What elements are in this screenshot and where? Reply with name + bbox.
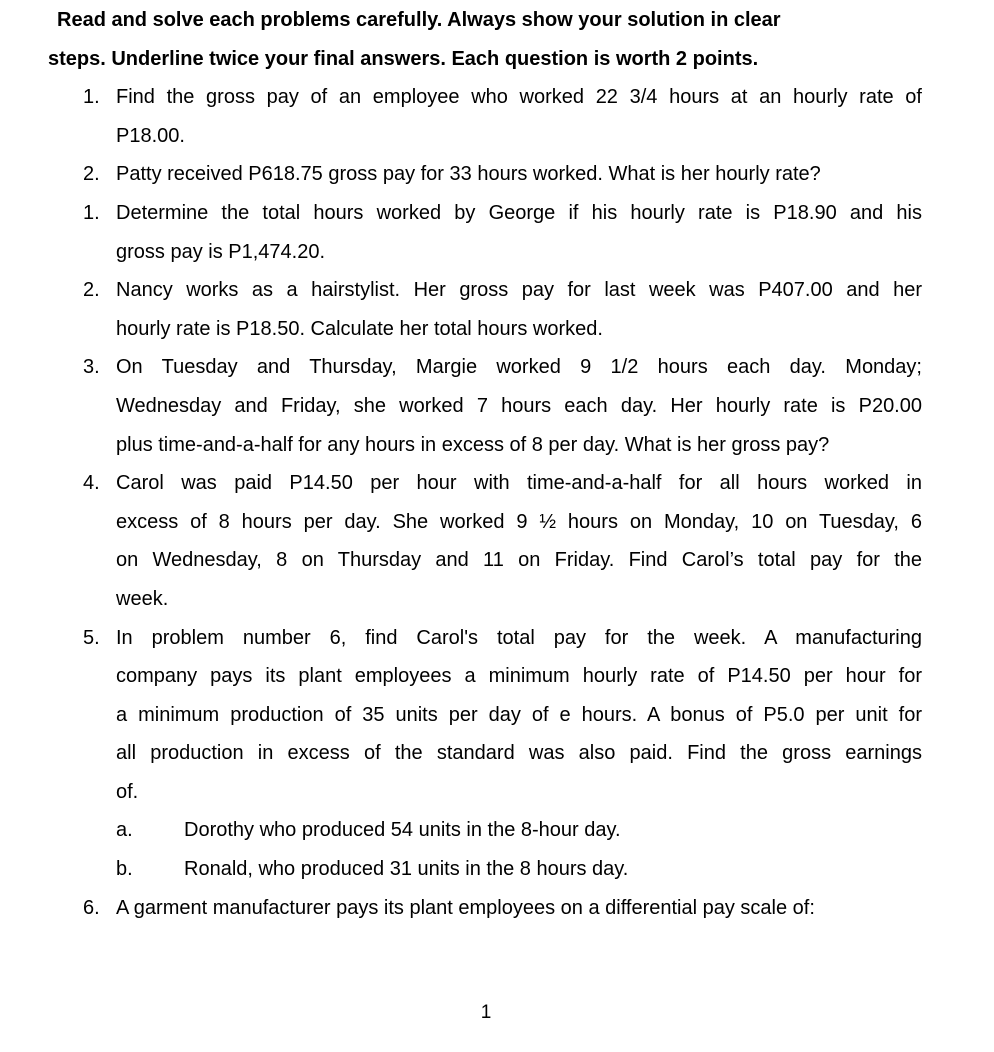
- problem-line: [0, 696, 994, 735]
- problem-text: Find the gross pay of an employee who worked 22 3/4 hours at an hourly rate of: [116, 86, 922, 109]
- problem-text: company pays its plant employees a minimum hourly rate of P14.50 per hour for: [116, 665, 922, 688]
- subitem-letter: b.: [116, 858, 133, 881]
- subitem-text: Dorothy who produced 54 units in the 8-hour day.: [184, 819, 621, 842]
- problem-number: 1.: [83, 201, 100, 224]
- problem-text: excess of 8 hours per day. She worked 9 ½ hours on Monday, 10 on Tuesday, 6: [116, 510, 922, 533]
- problem-text: On Tuesday and Thursday, Margie worked 9 1/2 hours each day. Monday;: [116, 356, 922, 379]
- problem-text: Nancy works as a hairstylist. Her gross pay for last week was P407.00 and her: [116, 279, 922, 302]
- problem-text: Patty received P618.75 gross pay for 33 hours worked. What is her hourly rate?: [116, 163, 821, 186]
- problem-line: [0, 78, 994, 117]
- problem-text: week.: [116, 587, 169, 610]
- problem-line: [0, 773, 994, 812]
- problem-text: In problem number 6, find Carol's total pay for the week. A manufacturing: [116, 626, 922, 649]
- problem-line: [0, 194, 994, 233]
- problem-line: [0, 541, 994, 580]
- problem-number: 2.: [83, 279, 100, 302]
- problem-line: [0, 310, 994, 349]
- problem-line: [0, 619, 994, 658]
- page-number: 1: [480, 1002, 492, 1023]
- problem-number: 2.: [83, 163, 100, 186]
- problem-line: [0, 580, 994, 619]
- problem-line: [0, 271, 994, 310]
- problem-line: [0, 387, 994, 426]
- problem-text: of.: [116, 780, 139, 803]
- subitem: [0, 850, 994, 889]
- subitem: [0, 811, 994, 850]
- problem-text: a minimum production of 35 units per day of e hours. A bonus of P5.0 per unit for: [116, 703, 922, 726]
- problem-line: [0, 734, 994, 773]
- problem-number: 5.: [83, 626, 100, 649]
- problem-text: all production in excess of the standard was also paid. Find the gross earnings: [116, 742, 922, 765]
- problem-text: Determine the total hours worked by George if his hourly rate is P18.90 and his: [116, 201, 922, 224]
- problem-text: Carol was paid P14.50 per hour with time-and-a-half for all hours worked in: [116, 472, 922, 495]
- problem-line: [0, 117, 994, 156]
- problem-line: [0, 348, 994, 387]
- instruction-line: Read and solve each problems carefully. Always show your solution in clear: [57, 9, 781, 31]
- document-page: [0, 1, 994, 927]
- problem-text: on Wednesday, 8 on Thursday and 11 on Friday. Find Carol’s total pay for the: [116, 549, 922, 572]
- problem-text: A garment manufacturer pays its plant employees on a differential pay scale of:: [116, 896, 815, 919]
- problem-line: [0, 889, 994, 928]
- instruction-line: steps. Underline twice your final answers. Each question is worth 2 points.: [48, 47, 759, 70]
- problem-line: [0, 155, 994, 194]
- problem-text: gross pay is P1,474.20.: [116, 240, 326, 263]
- problem-text: Wednesday and Friday, she worked 7 hours each day. Her hourly rate is P20.00: [116, 394, 922, 417]
- problem-number: 4.: [83, 472, 100, 495]
- subitem-text: Ronald, who produced 31 units in the 8 hours day.: [184, 858, 629, 881]
- problem-text: hourly rate is P18.50. Calculate her total hours worked.: [116, 317, 603, 340]
- problem-number: 1.: [83, 86, 100, 109]
- problem-line: [0, 233, 994, 272]
- problem-number: 6.: [83, 896, 100, 919]
- problem-line: [0, 657, 994, 696]
- problem-text: plus time-and-a-half for any hours in excess of 8 per day. What is her gross pay?: [116, 433, 830, 456]
- problem-text: P18.00.: [116, 124, 185, 147]
- subitem-letter: a.: [116, 819, 133, 842]
- problem-number: 3.: [83, 356, 100, 379]
- problem-line: [0, 426, 994, 465]
- problem-line: [0, 503, 994, 542]
- problem-line: [0, 464, 994, 503]
